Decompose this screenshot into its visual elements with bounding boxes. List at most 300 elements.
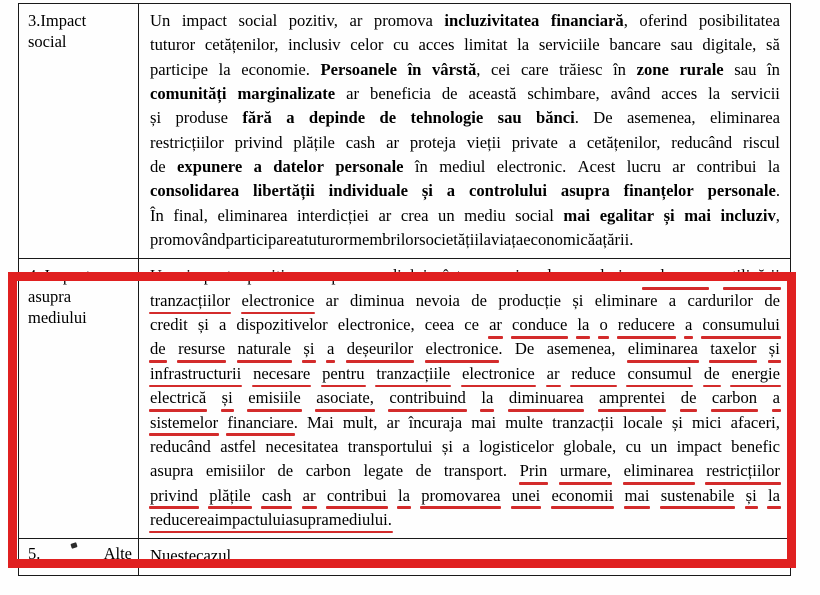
red-underline-run: a [326, 339, 335, 359]
table-row [19, 259, 791, 539]
text-word: asemenea, [626, 108, 696, 128]
text-word [489, 313, 502, 337]
red-underline-run: financiare [227, 412, 294, 432]
text-word: de [150, 157, 166, 177]
text-word: Mai [306, 412, 334, 432]
text-word: necesitatea [265, 436, 339, 456]
red-underline-run: cash [261, 485, 292, 505]
text-word: în [613, 59, 626, 79]
text-word [512, 484, 541, 508]
text-word: mai [563, 205, 591, 225]
text-word: având [610, 84, 651, 104]
text-word [712, 386, 757, 410]
red-underline-run: și [221, 388, 233, 408]
text-word [150, 484, 198, 508]
text-word: într-o [443, 266, 480, 286]
text-word: și [150, 108, 162, 128]
text-word: cetățenilor, [204, 35, 279, 55]
text-word: ar [672, 157, 686, 177]
red-underline-run: eliminarea [627, 339, 698, 359]
red-underline-run: reducere [617, 315, 675, 335]
text-word: a [446, 181, 456, 201]
text-word: cu [393, 35, 409, 55]
text-word: bancare [609, 35, 661, 55]
text-word: impact [676, 436, 722, 456]
red-underline-run: la [577, 315, 590, 335]
text-line [150, 33, 780, 57]
text-word: locale [623, 412, 663, 432]
text-word: mai [471, 412, 497, 432]
text-word: transport. [443, 461, 508, 481]
red-underline-run: la [768, 485, 780, 505]
text-word: finanțelor [623, 181, 694, 201]
red-underline-run: de [703, 363, 720, 383]
red-underline-run: taxelor [710, 339, 757, 359]
red-underline-run: emisiile [248, 388, 301, 408]
text-word: producție [498, 290, 561, 310]
text-word: tehnologie [410, 108, 484, 128]
text-word: social [515, 205, 554, 225]
text-word [599, 386, 665, 410]
text-word [222, 386, 233, 410]
red-underline-run: consumul [627, 363, 693, 383]
text-word: privind [234, 132, 283, 152]
text-word: private [511, 132, 558, 152]
text-word: lucru [626, 157, 661, 177]
text-word [552, 484, 614, 508]
text-word [150, 508, 214, 532]
text-word: în [407, 59, 422, 79]
text-word: pozitiv, [288, 11, 338, 30]
text-word: cash [345, 132, 376, 152]
red-underline-run: reducerea [150, 509, 215, 529]
text-line [150, 264, 780, 288]
text-word: datelor [273, 157, 324, 177]
text-word [398, 484, 410, 508]
text-word: ar [378, 205, 392, 225]
text-word: trăiesc [559, 59, 603, 79]
text-word [706, 459, 780, 483]
text-word: și [421, 181, 433, 201]
text-word [253, 362, 310, 386]
red-underline-run: naturale [237, 339, 291, 359]
text-word: a [218, 315, 227, 335]
text-word [389, 386, 466, 410]
red-underline-run: și [303, 339, 315, 359]
text-word: Un [150, 11, 171, 30]
text-word: de [379, 108, 397, 128]
text-word: vârstă, [432, 59, 481, 79]
text-word: reducând [671, 132, 733, 152]
red-underline-run: la [397, 485, 410, 505]
text-word [150, 386, 206, 410]
text-word [303, 484, 316, 508]
text-word [731, 362, 780, 386]
red-underline-run: tranzacțiile [376, 363, 451, 383]
text-word: eliminarea [709, 108, 780, 128]
text-word: electronice. [425, 339, 503, 359]
text-line [150, 411, 780, 435]
red-underline-run: electronice [241, 290, 315, 310]
text-word: De [514, 339, 535, 359]
red-underline-run: restricțiilor [706, 461, 780, 481]
text-line [150, 508, 780, 532]
text-word [599, 313, 607, 337]
text-word: digitale, [702, 35, 757, 55]
text-word: controlului [468, 181, 548, 201]
red-underline-run: o [599, 315, 608, 335]
text-word: societății [419, 230, 480, 250]
text-word: în [414, 157, 428, 177]
text-word: proteja [409, 132, 456, 152]
text-word: asupra [150, 461, 194, 481]
red-underline-run: ar [489, 315, 502, 335]
text-word: restricțiilor [150, 132, 224, 152]
row-label-4-line-1: 4. Impact [28, 266, 91, 286]
text-line [150, 58, 780, 82]
text-word: plățile [293, 132, 335, 152]
text-word [547, 362, 560, 386]
red-underline-run: a [684, 315, 693, 335]
red-underline-run: plățile [209, 485, 251, 505]
row-label-4 [19, 259, 138, 334]
text-word [376, 362, 450, 386]
text-word: personale [335, 157, 404, 177]
text-word: asemenea, [546, 339, 616, 359]
text-line [150, 362, 780, 386]
text-word [618, 313, 675, 337]
text-word: sau [497, 108, 522, 128]
text-word [316, 386, 374, 410]
text-word: cu [625, 436, 642, 456]
text-word: un [650, 436, 668, 456]
text-word [710, 337, 756, 361]
text-word: promovând [150, 230, 226, 250]
row-body-4 [139, 259, 790, 538]
text-word: multe [505, 412, 544, 432]
text-word [150, 289, 230, 313]
text-word [773, 386, 780, 410]
red-underline-run: reduce [571, 363, 616, 383]
text-word: beneficia [370, 84, 431, 104]
text-word: mediului [368, 266, 428, 286]
row-label-4-line-3: mediului [28, 308, 87, 328]
text-word: de [441, 84, 458, 104]
text-word [150, 362, 241, 386]
text-word: nevoia [415, 290, 460, 310]
red-underline-run: amprentei [598, 388, 666, 408]
text-word [214, 508, 285, 532]
text-word [178, 337, 225, 361]
text-word: participarea [225, 230, 304, 250]
text-word [628, 337, 698, 361]
red-underline-run: necesare [253, 363, 311, 383]
text-word [702, 313, 779, 337]
red-underline-run: electronice [461, 363, 535, 383]
text-word [560, 459, 611, 483]
text-word: electronic. [496, 157, 567, 177]
text-line [150, 155, 780, 179]
text-word [625, 484, 650, 508]
row-label-3 [19, 4, 138, 58]
text-word [724, 264, 780, 288]
text-word: care [520, 59, 549, 79]
text-word: în [766, 59, 780, 79]
text-word [262, 484, 292, 508]
red-underline-run: tranzacțiilor [150, 290, 231, 310]
row-body-cell-3 [139, 4, 791, 259]
red-underline-run: ar [546, 363, 560, 383]
text-word: ce [464, 315, 479, 335]
text-line [150, 386, 780, 410]
text-word: promova [373, 11, 433, 30]
red-underline-run: energie [731, 363, 780, 383]
red-underline-run: privind [150, 485, 198, 505]
text-word: un [438, 205, 455, 225]
text-word: Nu [150, 546, 171, 566]
text-word [520, 459, 548, 483]
red-underline-run: promovarea [421, 485, 501, 505]
text-word: economie. [241, 59, 310, 79]
row-body-3 [139, 4, 790, 258]
text-word: la [517, 35, 530, 55]
text-word [421, 484, 500, 508]
text-line [150, 459, 780, 483]
text-word [681, 386, 697, 410]
text-word: depinde [308, 108, 366, 128]
red-underline-run: ar [302, 485, 316, 505]
text-word: serie [495, 266, 528, 286]
red-underline-run: de [680, 388, 697, 408]
text-word: mai [684, 205, 711, 225]
text-word: impact [186, 266, 232, 286]
text-word: bănci. [535, 108, 579, 128]
text-line [150, 228, 780, 252]
text-word: credit [150, 315, 188, 335]
text-word: de [415, 461, 432, 481]
text-line [150, 179, 780, 203]
text-line [150, 131, 780, 155]
text-word: servicii [731, 84, 780, 104]
row-body-5 [139, 539, 790, 574]
row-label-3-line-1: 3.Impact [28, 11, 87, 30]
text-word: afaceri, [730, 412, 780, 432]
text-word [209, 484, 250, 508]
text-word: De [593, 108, 613, 128]
text-word: În [150, 205, 164, 225]
text-word: transportului [347, 436, 433, 456]
red-underline-run: contribui [326, 485, 387, 505]
text-word: Un [150, 266, 171, 286]
text-word [769, 337, 780, 361]
text-word: a [568, 132, 577, 152]
text-word: serviciile [538, 35, 600, 55]
text-word: libertății [253, 181, 315, 201]
text-word [685, 313, 692, 337]
red-underline-run: la [481, 388, 494, 408]
text-word [577, 313, 589, 337]
text-word: a [286, 108, 295, 128]
text-word: Persoanele [320, 59, 397, 79]
text-word: și [663, 205, 675, 225]
text-word: eliminarea [217, 205, 288, 225]
text-word: de [277, 461, 294, 481]
text-word: globale, [563, 436, 617, 456]
text-word: acces [418, 35, 455, 55]
text-word: benefic [731, 436, 780, 456]
red-underline-run: deșeurilor [346, 339, 414, 359]
text-word: economică [523, 230, 596, 250]
text-word: de [764, 290, 780, 310]
text-word: tuturor [303, 230, 350, 250]
red-underline-run: sistemelor [150, 412, 219, 432]
row-body-cell-4 [139, 259, 791, 539]
red-underline-run: contribuind [389, 388, 466, 408]
text-word: cazul. [196, 546, 236, 566]
text-word [661, 484, 735, 508]
text-word: reducând [150, 436, 211, 456]
red-underline-run: infrastructurii [150, 363, 242, 383]
text-word: financiare. [227, 412, 298, 432]
text-line [150, 9, 780, 33]
text-word: de [471, 290, 487, 310]
text-word: mici [692, 412, 722, 432]
text-word: la [708, 84, 721, 104]
text-word: de [543, 266, 559, 286]
text-word: limitat [464, 35, 508, 55]
text-word [462, 362, 535, 386]
text-word: participe [150, 59, 209, 79]
text-word: legate [363, 461, 404, 481]
text-line [150, 337, 780, 361]
text-word: sau [734, 59, 757, 79]
impact-assessment-table [18, 3, 791, 576]
text-word: ar [386, 412, 400, 432]
red-underline-run: utilizării [723, 266, 780, 286]
text-word: personale. [707, 181, 780, 201]
text-word [303, 337, 314, 361]
text-word [285, 508, 328, 532]
text-word: inclusiv [288, 35, 341, 55]
text-word: impact [181, 11, 227, 30]
text-word: oferind [639, 11, 688, 30]
text-word: carbon [305, 461, 351, 481]
text-line [150, 82, 780, 106]
row-label-5-text: Alte [103, 544, 132, 564]
text-word: dispozitivelor [236, 315, 328, 335]
text-word [643, 264, 707, 288]
text-word [768, 484, 780, 508]
text-word [512, 313, 567, 337]
row-label-cell-5 [19, 539, 139, 575]
red-underline-run: și [768, 339, 780, 359]
text-word: posibilitatea [698, 11, 780, 30]
text-word: și [671, 412, 683, 432]
text-word: sau [670, 35, 693, 55]
red-underline-run: economii [551, 485, 614, 505]
text-line [150, 435, 780, 459]
text-word: comunități [150, 84, 227, 104]
red-underline-run: electrică [150, 388, 207, 408]
text-word: asupra [309, 266, 353, 286]
text-word [248, 386, 301, 410]
text-word [746, 484, 757, 508]
text-word: și [197, 315, 209, 335]
text-word: contribui [696, 157, 757, 177]
text-word: interdicției [297, 205, 369, 225]
text-word [322, 362, 364, 386]
text-word [627, 362, 692, 386]
text-word: egalitar [599, 205, 655, 225]
text-word: mult, [342, 412, 378, 432]
text-word [481, 386, 493, 410]
red-underline-run: de [150, 339, 166, 359]
text-word: ar [349, 11, 363, 30]
red-underline-run: unei [511, 485, 541, 505]
row-label-cell-3 [19, 4, 139, 259]
red-underline-run: eliminarea [623, 461, 694, 481]
text-word: logisticelor [479, 436, 554, 456]
red-underline-run: diminuarea [508, 388, 584, 408]
red-underline-run: Prin [519, 461, 548, 481]
red-underline-run: conduce [512, 315, 568, 335]
red-underline-run: mai [624, 485, 650, 505]
red-underline-run: reducerea [643, 266, 708, 286]
text-word [571, 362, 615, 386]
text-word: expunere [177, 157, 243, 177]
text-word [242, 289, 315, 313]
text-word: fără [242, 108, 272, 128]
text-word: această [468, 84, 517, 104]
text-word: a [462, 436, 470, 456]
text-word: cardurilor [687, 290, 753, 310]
text-word: marginalizate [237, 84, 336, 104]
text-line [150, 204, 780, 228]
text-word [329, 508, 392, 532]
text-word: să [766, 35, 780, 55]
text-word: a [595, 230, 603, 250]
text-word: ceea [424, 315, 455, 335]
text-word: emisiilor [205, 461, 265, 481]
row-label-5 [19, 539, 138, 568]
text-word: individuale [328, 181, 408, 201]
text-word: este [170, 546, 197, 566]
text-word [150, 337, 166, 361]
text-word: membrilor [349, 230, 420, 250]
red-underline-run: mediului. [328, 509, 392, 529]
text-word: schimbare, [527, 84, 600, 104]
text-word: tuturor [150, 35, 196, 55]
text-word: cei [491, 59, 511, 79]
text-word [704, 362, 720, 386]
text-word: tranzacții [552, 412, 614, 432]
text-line [150, 484, 780, 508]
text-word [327, 337, 334, 361]
text-word: vieții [466, 132, 501, 152]
text-word [347, 337, 413, 361]
text-word: incluzivitatea [444, 11, 540, 30]
table-row [19, 539, 791, 575]
red-underline-run: carbon [711, 388, 758, 408]
text-word: riscul [742, 132, 780, 152]
text-word: crea [400, 205, 429, 225]
red-underline-run: și [745, 485, 757, 505]
text-line [150, 313, 780, 337]
red-underline-run: consumului [702, 315, 780, 335]
text-word: ar [325, 290, 339, 310]
text-word: încuraja [408, 412, 463, 432]
text-line [150, 544, 780, 568]
